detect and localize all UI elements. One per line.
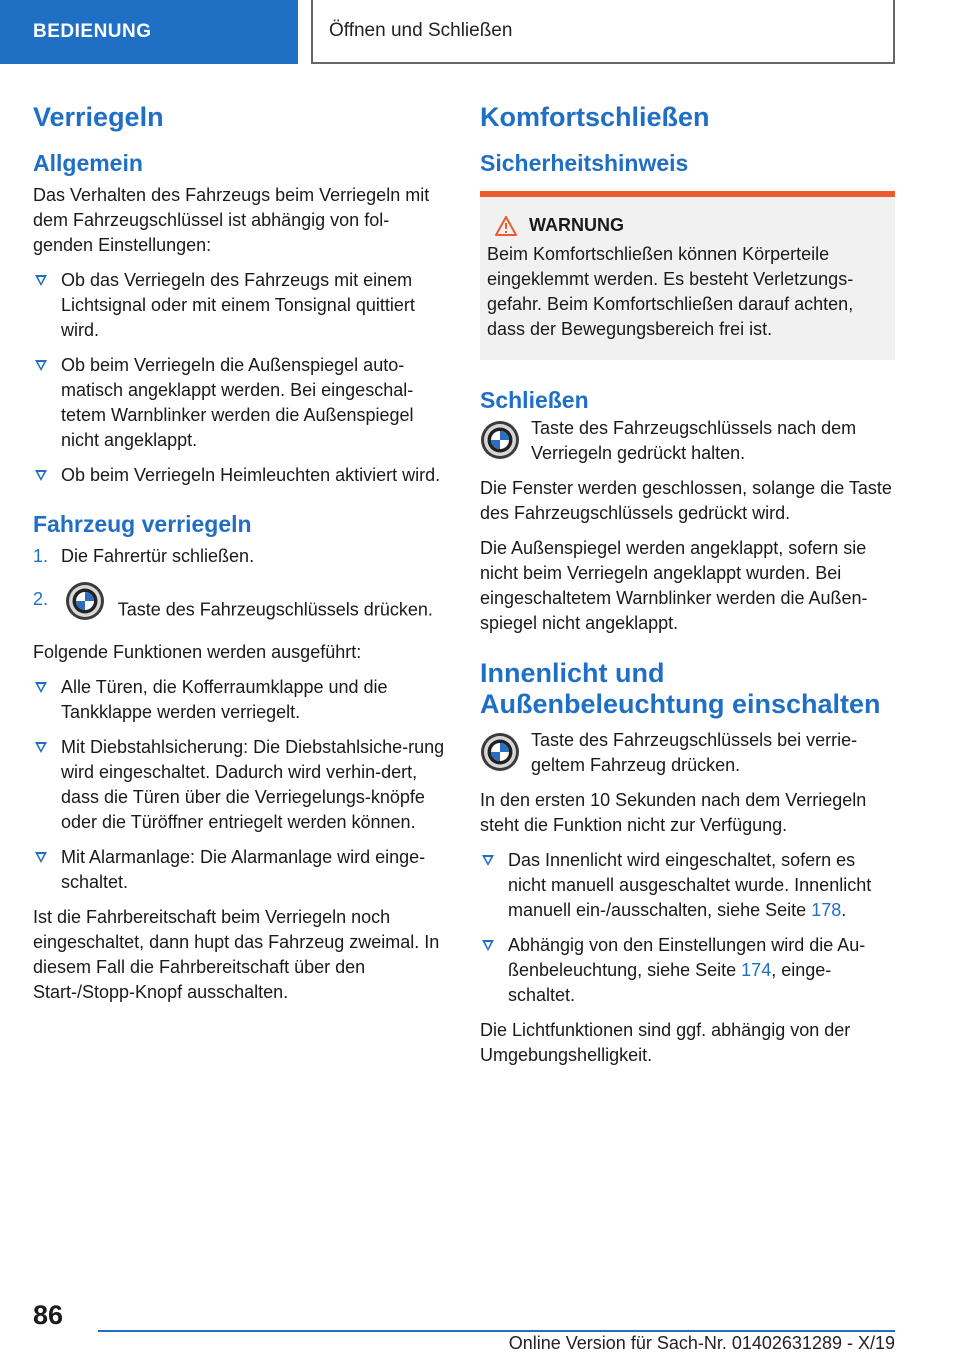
section-title-komfortschliessen: Komfortschließen (480, 102, 710, 132)
triangle-bullet-icon (482, 855, 494, 866)
section-title-verriegeln: Verriegeln (33, 102, 164, 132)
lock-steps (33, 544, 448, 634)
triangle-bullet-icon (482, 940, 494, 951)
functions-bullet-list (33, 675, 448, 895)
triangle-bullet-icon (35, 682, 47, 693)
heading-innenlicht: Innenlicht und Außenbeleuchtung einschalten (480, 658, 881, 719)
section-tab (0, 0, 298, 64)
general-bullet-list (33, 268, 448, 488)
list-item: Ob beim Verriegeln Heimleuchten aktiviert wird. (33, 463, 448, 488)
triangle-bullet-icon (35, 470, 47, 481)
close-key-row (480, 416, 895, 466)
lock-note: Ist die Fahrbereitschaft beim Verriegeln noch eingeschaltet, dann hupt das Fahrzeug zweimal. In diesem Fall die Fahrbereitschaft über den Start-/Stopp-Knopf ausschalten. (33, 907, 440, 1002)
lights-paragraph-2: Die Lichtfunktionen sind ggf. abhängig von der Umgebungshelligkeit. (480, 1020, 851, 1065)
step-item (33, 544, 448, 569)
lights-key-row (480, 728, 895, 778)
heading-schliessen: Schließen (480, 387, 589, 413)
lights-paragraph-1: In den ersten 10 Sekunden nach dem Verriegeln steht die Funktion nicht zur Verfügung. (480, 790, 867, 835)
list-item: Das Innenlicht wird eingeschaltet, sofern es nicht manuell ausgeschaltet wurde. Innenlicht manuell ein-/ausschalten, siehe Seite 178. (480, 848, 895, 923)
page-number: 86 (33, 1300, 64, 1330)
section-label: BEDIENUNG (33, 21, 152, 42)
warning-text: Beim Komfortschließen können Körperteile eingeklemmt werden. Es besteht Verletzungs-gefahr. Beim Komfortschließen darauf achten, dass der Bewegungsbereich frei ist. (487, 244, 854, 339)
list-item: Abhängig von den Einstellungen wird die Au-ßenbeleuchtung, siehe Seite 174, einge-schaltet. (480, 933, 895, 1008)
heading-sicherheitshinweis: Sicherheitshinweis (480, 150, 689, 176)
step-number: 2. (33, 589, 49, 609)
step-number: 1. (33, 546, 49, 566)
functions-intro: Folgende Funktionen werden ausgeführt: (33, 642, 362, 662)
step-text: Die Fahrertür schließen. (61, 546, 255, 566)
step-text: Taste des Fahrzeugschlüssels drücken. (117, 599, 433, 620)
step-item (33, 587, 448, 634)
left-column (33, 96, 448, 1015)
list-item: Ob beim Verriegeln die Außenspiegel auto-matisch angeklappt werden. Bei eingeschal-tetem Warnblinker werden die Außenspiegel nicht angeklappt. (33, 353, 448, 453)
key-lock-button-icon (65, 581, 105, 628)
list-item: Alle Türen, die Kofferraumklappe und die Tankklappe werden verriegelt. (33, 675, 448, 725)
close-paragraph-1: Die Fenster werden geschlossen, solange die Taste des Fahrzeugschlüssels gedrückt wird. (480, 478, 892, 523)
triangle-bullet-icon (35, 275, 47, 286)
footer-divider (98, 1330, 895, 1332)
triangle-bullet-icon (35, 360, 47, 371)
warning-box (480, 191, 895, 360)
page-link-174[interactable]: 174 (741, 960, 772, 980)
chapter-header (311, 0, 895, 64)
chapter-title: Öffnen und Schließen (329, 20, 513, 41)
list-item: Mit Diebstahlsicherung: Die Diebstahlsiche-rung wird eingeschaltet. Dadurch wird verhin-dert, dass die Türen über die Verriegelungs-knöpfe oder die Türöffner entriegelt werden können. (33, 735, 448, 835)
right-column (480, 96, 895, 1078)
list-item: Ob das Verriegeln des Fahrzeugs mit einem Lichtsignal oder mit einem Tonsignal quittiert wird. (33, 268, 448, 343)
warning-label: WARNUNG (529, 215, 624, 235)
warning-title (487, 215, 887, 236)
heading-fahrzeug-verriegeln: Fahrzeug verriegeln (33, 511, 252, 537)
triangle-bullet-icon (35, 852, 47, 863)
key-lock-button-icon (480, 732, 520, 777)
general-intro: Das Verhalten des Fahrzeugs beim Verriegeln mit dem Fahrzeugschlüssel ist abhängig von fol-genden Einstellungen: (33, 185, 430, 255)
key-lock-button-icon (480, 420, 520, 465)
footer-text: Online Version für Sach-Nr. 01402631289 - X/19 (508, 1333, 895, 1353)
warning-triangle-icon (495, 216, 517, 236)
close-key-text: Taste des Fahrzeugschlüssels nach dem Verriegeln gedrückt halten. (531, 418, 857, 463)
close-paragraph-2: Die Außenspiegel werden angeklappt, sofern sie nicht beim Verriegeln angeklappt wurden. Bei eingeschaltetem Warnblinker werden die Außen-spiegel nicht angeklappt. (480, 538, 868, 633)
triangle-bullet-icon (35, 742, 47, 753)
lights-key-text: Taste des Fahrzeugschlüssels bei verrie-geltem Fahrzeug drücken. (531, 730, 858, 775)
heading-allgemein: Allgemein (33, 150, 143, 176)
page-link-178[interactable]: 178 (811, 900, 842, 920)
list-item: Mit Alarmanlage: Die Alarmanlage wird einge-schaltet. (33, 845, 448, 895)
lights-bullet-list (480, 848, 895, 1008)
